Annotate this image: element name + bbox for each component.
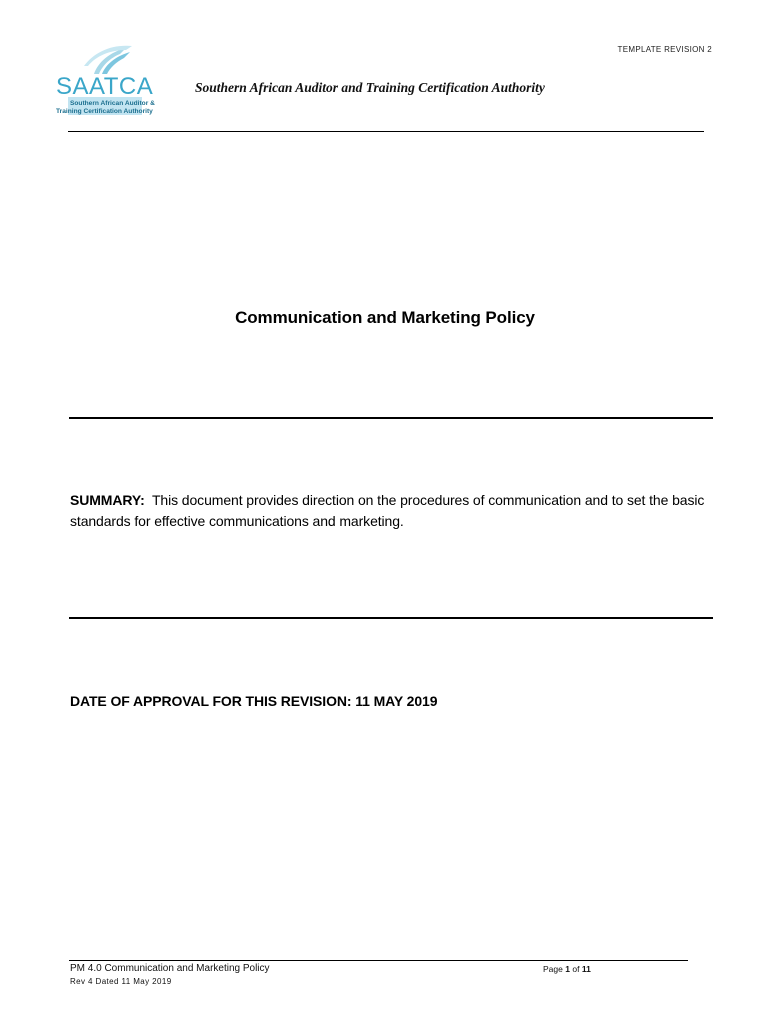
summary-paragraph [70, 490, 718, 532]
approval-date: DATE OF APPROVAL FOR THIS REVISION: 11 MAY 2019 [70, 693, 438, 709]
authority-name: Southern African Auditor and Training Certification Authority [195, 80, 545, 95]
summary-text: This document provides direction on the procedures of communication and to set the basic standards for effective communications and marketing. [70, 492, 705, 529]
footer-document-ref: PM 4.0 Communication and Marketing Policy [70, 963, 270, 974]
title-divider [69, 417, 713, 419]
header-divider [68, 131, 704, 132]
logo-wordmark: SAATCA [56, 73, 154, 100]
page-word: Page [543, 964, 563, 974]
page-number [543, 964, 591, 974]
logo-subtitle-line2: Training Certification Authority [56, 108, 153, 115]
page-of: of [572, 964, 580, 974]
footer-revision: Rev 4 Dated 11 May 2019 [70, 977, 172, 986]
saatca-logo-graphic [54, 44, 174, 120]
document-title: Communication and Marketing Policy [235, 308, 535, 327]
summary-divider [69, 617, 713, 619]
footer-divider [69, 960, 688, 961]
page-total: 11 [581, 964, 591, 974]
page-current: 1 [565, 964, 570, 974]
summary-label: SUMMARY: [70, 492, 145, 508]
logo-subtitle-line1: Southern African Auditor & [70, 100, 155, 107]
template-revision: TEMPLATE REVISION 2 [617, 45, 712, 54]
saatca-logo [54, 44, 174, 120]
